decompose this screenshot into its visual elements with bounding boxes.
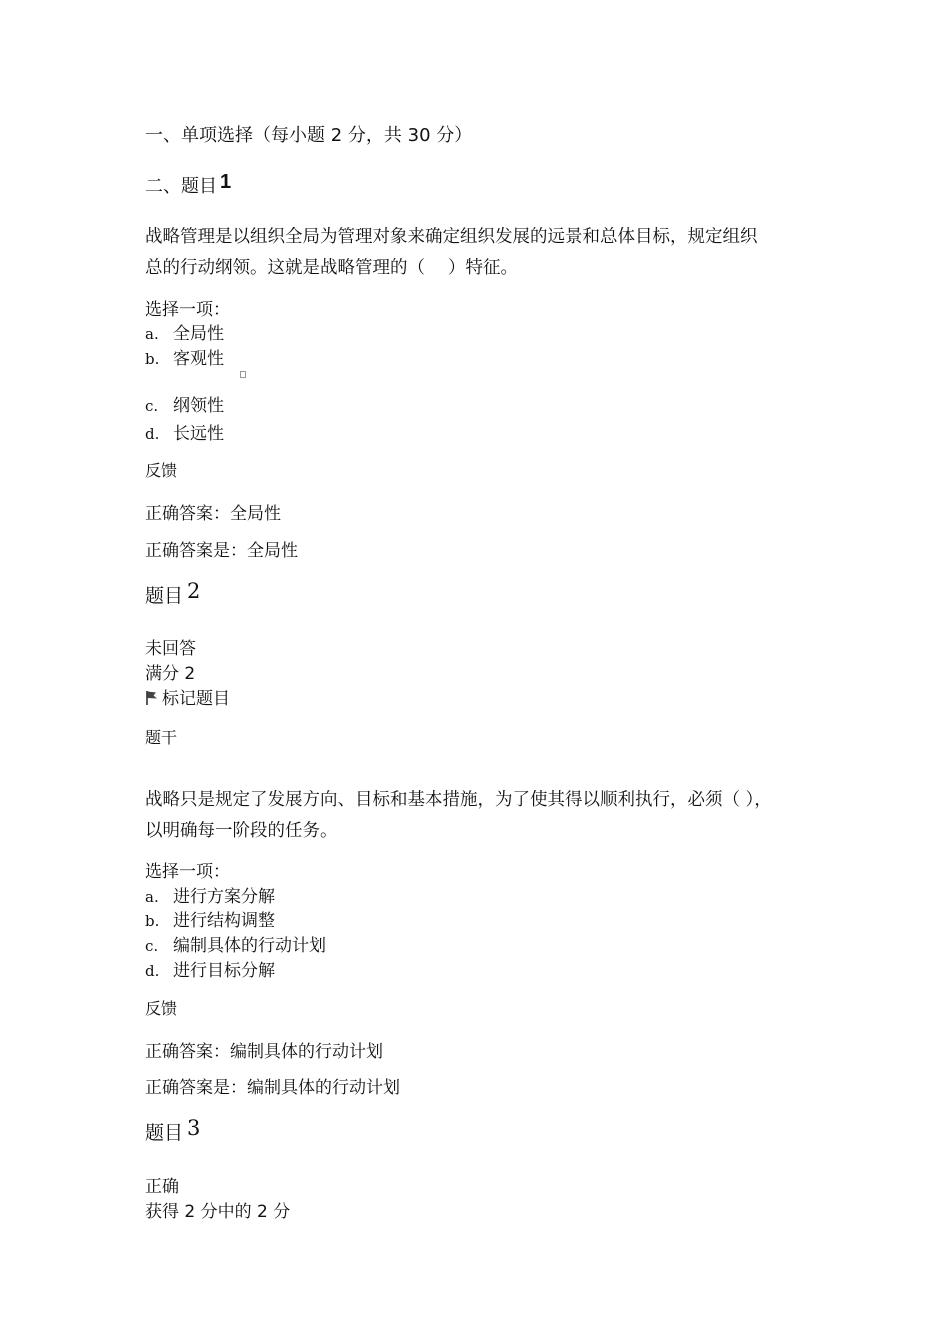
- option-letter: d.: [145, 962, 160, 980]
- option-text: 进行结构调整: [173, 911, 275, 931]
- question-2-feedback-label: 反馈: [145, 999, 178, 1018]
- question-2-option-a[interactable]: [145, 882, 275, 907]
- section-heading-single-choice: 一、单项选择（每小题 2 分，共 30 分）: [145, 125, 473, 146]
- question-1-choose-label: 选择一项：: [145, 300, 230, 320]
- option-letter: a.: [145, 325, 159, 343]
- question-1-heading: [145, 172, 231, 198]
- question-2-text-line-1: 战略只是规定了发展方向、目标和基本措施，为了使其得以顺利执行，必须（ ），: [145, 790, 772, 810]
- option-text: 编制具体的行动计划: [173, 936, 326, 956]
- question-2-option-d[interactable]: [145, 956, 275, 981]
- option-text: 长远性: [173, 424, 224, 444]
- option-text: 客观性: [173, 349, 224, 369]
- option-letter: b.: [145, 912, 160, 930]
- question-3-status: 正确: [145, 1177, 179, 1197]
- question-1-text-line-2: 总的行动纲领。这就是战略管理的（ ）特征。: [145, 258, 519, 278]
- question-1-feedback-label: 反馈: [145, 461, 178, 480]
- question-3-heading: [145, 1118, 200, 1145]
- question-3-number: 3: [187, 1116, 201, 1140]
- question-2-stem-label: 题干: [145, 728, 178, 747]
- question-3-score: 获得 2 分中的 2 分: [145, 1202, 291, 1222]
- option-text: 进行目标分解: [173, 961, 275, 981]
- option-text: 进行方案分解: [173, 887, 275, 907]
- question-1-correct-answer: 正确答案：全局性: [145, 504, 281, 524]
- question-2-title: 题目: [145, 585, 184, 607]
- question-2-choose-label: 选择一项：: [145, 862, 230, 882]
- option-text: 全局性: [173, 324, 224, 344]
- question-2-correct-answer-is: 正确答案是：编制具体的行动计划: [145, 1078, 400, 1098]
- question-1-correct-answer-is: 正确答案是：全局性: [145, 541, 298, 561]
- image-placeholder-mark: [240, 371, 246, 378]
- question-1-text: [145, 222, 758, 284]
- question-1-option-d[interactable]: [145, 419, 224, 444]
- option-text: 纲领性: [173, 396, 224, 416]
- option-letter: c.: [145, 937, 159, 955]
- question-2-status: 未回答: [145, 639, 196, 659]
- question-2-flag-link[interactable]: [145, 684, 230, 709]
- question-2-option-b[interactable]: [145, 906, 275, 931]
- flag-icon: [145, 690, 159, 706]
- question-1-option-b[interactable]: [145, 344, 224, 369]
- question-1-heading-label: 二、题目: [145, 176, 217, 197]
- option-letter: c.: [145, 397, 159, 415]
- question-1-option-c[interactable]: [145, 391, 224, 416]
- question-1-option-a[interactable]: [145, 319, 224, 344]
- question-1-number: 1: [220, 171, 232, 193]
- question-2-text: [145, 785, 772, 847]
- question-2-max-score: 满分 2: [145, 664, 196, 684]
- question-2-option-c[interactable]: [145, 931, 326, 956]
- question-1-text-line-1: 战略管理是以组织全局为管理对象来确定组织发展的远景和总体目标，规定组织: [145, 227, 758, 247]
- question-3-title: 题目: [145, 1122, 184, 1144]
- question-2-correct-answer: 正确答案：编制具体的行动计划: [145, 1042, 383, 1062]
- option-letter: b.: [145, 350, 160, 368]
- option-letter: d.: [145, 425, 160, 443]
- question-2-heading: [145, 581, 200, 608]
- flag-question-label: 标记题目: [162, 689, 230, 709]
- question-2-text-line-2: 以明确每一阶段的任务。: [145, 821, 338, 841]
- question-2-number: 2: [187, 579, 201, 603]
- option-letter: a.: [145, 888, 159, 906]
